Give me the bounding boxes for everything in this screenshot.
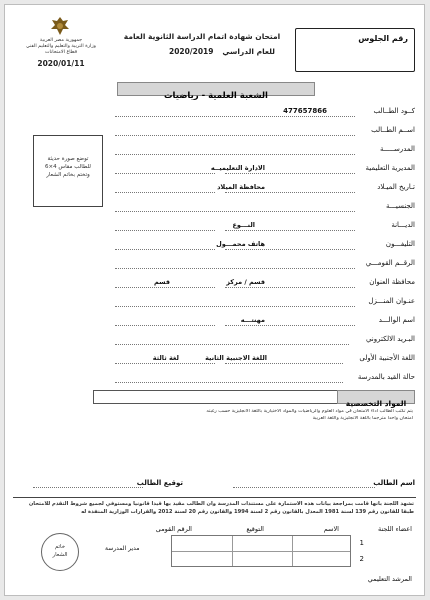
field-row[interactable] bbox=[115, 124, 415, 136]
field-row[interactable] bbox=[115, 257, 415, 269]
field-label: الديـــانة bbox=[391, 221, 415, 229]
ministry-line3: قطاع الامتحانات bbox=[44, 50, 78, 55]
field-row[interactable] bbox=[115, 276, 415, 288]
educational-admin-label: الادارة التعليميــه bbox=[210, 164, 265, 172]
photo-instruction-2: للطالب مقاس 4×6 bbox=[45, 164, 91, 170]
student-signature-label: توقيع الطالب bbox=[136, 479, 183, 487]
photo-box[interactable] bbox=[33, 135, 103, 207]
note-line2: امتحان واحدا مترجما باللغة الانجليزية واللغة العربية bbox=[312, 416, 413, 421]
committee-row1-number: 1 bbox=[359, 539, 364, 547]
specialized-subjects-box[interactable] bbox=[93, 390, 415, 408]
header-date: 2020/01/11 bbox=[37, 59, 85, 68]
student-name-line[interactable] bbox=[233, 479, 415, 491]
committee-signature-col: التوقيع bbox=[246, 525, 264, 533]
declaration-line2: طبقا للقانون رقم 139 لسنة 1981 المعدل بالقانون رقم 2 لسنة 1994 والقانون رقم 20 لسنة 2012 والقرارات الوزارية المنفذة له bbox=[81, 509, 414, 515]
school-principal-label: مدير المدرسة bbox=[105, 545, 140, 552]
third-language-label: لغة ثالثة bbox=[152, 354, 179, 362]
note-line1: يتم تكتب الطالب أداء الامتحان في مواد العلوم والرياضيات والمواد الاختيارية باللغة الانجليزية حسب رغبته bbox=[206, 409, 413, 414]
ministry-logo bbox=[49, 15, 71, 37]
field-row[interactable] bbox=[115, 314, 415, 326]
field-label: محافظة العنوان bbox=[369, 278, 415, 286]
mobile-label: هاتف محمـــول bbox=[216, 240, 265, 248]
field-label: كــود الطــالب bbox=[373, 107, 415, 115]
exam-title: امتحان شهادة اتمام الدراسة الثانوية العامة bbox=[123, 32, 281, 41]
year-label: للعام الدراسي bbox=[222, 47, 275, 56]
field-row[interactable] bbox=[115, 371, 415, 383]
field-row[interactable] bbox=[115, 200, 415, 212]
field-label: الرقــم القومـــي bbox=[365, 259, 415, 267]
photo-instruction-1: توضع صورة حديثة bbox=[47, 156, 89, 162]
field-row[interactable] bbox=[115, 219, 415, 231]
exam-application-form bbox=[4, 4, 425, 596]
year-line bbox=[155, 47, 275, 57]
committee-name-col: الاسم bbox=[323, 525, 339, 533]
field-row[interactable] bbox=[115, 105, 415, 117]
field-row[interactable] bbox=[115, 238, 415, 250]
committee-members-label: اعضاء اللجنة bbox=[377, 525, 412, 533]
field-label: المدرســـــة bbox=[379, 145, 415, 153]
year-value: 2020/2019 bbox=[169, 47, 214, 56]
school-stamp-circle bbox=[41, 533, 79, 571]
field-label: اللغة الأجنبية الأولى bbox=[359, 354, 415, 362]
photo-instruction-3: وتختم بخاتم الشعار bbox=[46, 172, 90, 178]
field-row[interactable] bbox=[115, 181, 415, 193]
profession-label: مهنتـــه bbox=[240, 316, 265, 324]
field-label: المديرية التعليمية bbox=[365, 164, 415, 172]
seat-number-label: رقم الجلوس bbox=[358, 34, 408, 43]
stamp-line1: خاتم bbox=[54, 544, 66, 550]
section-title: الشعبة العلمية - رياضيات bbox=[117, 82, 315, 96]
student-code-value: 477657866 bbox=[283, 107, 327, 115]
student-name-label: اسم الطالب bbox=[373, 479, 415, 487]
field-label: حالة القيد بالمدرسة bbox=[357, 373, 415, 381]
district-label: قسم bbox=[154, 278, 170, 286]
ministry-line1: جمهورية مصر العربية bbox=[39, 38, 83, 43]
declaration-line1: تشهد اللجنة بأنها قامت بمراجعة بيانات هذه الاستمارة على مستندات المدرسة وان الطالب مقيد بها قيدا قانونيا ومستوفي لجميع شروط التقدم للامتحان bbox=[28, 501, 414, 507]
field-label: التليفـــون bbox=[385, 240, 415, 248]
field-label: اســم الطــالب bbox=[371, 126, 415, 134]
stamp-line2: الشعار bbox=[52, 552, 68, 558]
birth-governorate-label: محافظة الميلاد bbox=[217, 183, 265, 191]
seat-number-box[interactable] bbox=[295, 28, 415, 72]
field-row[interactable] bbox=[115, 333, 415, 345]
field-row[interactable] bbox=[115, 162, 415, 174]
specialized-subjects-title: المواد التخصصية bbox=[337, 390, 415, 404]
committee-national-id-col: الرقم القومى bbox=[155, 525, 192, 533]
field-row[interactable] bbox=[115, 143, 415, 155]
field-label: اسم الوالـــد bbox=[378, 316, 415, 324]
field-row[interactable] bbox=[115, 352, 415, 364]
field-row[interactable] bbox=[115, 295, 415, 307]
field-label: عنـوان المنـــزل bbox=[368, 297, 415, 305]
committee-supervisor-label: المرشد التعليمي bbox=[367, 575, 412, 583]
committee-row2-number: 2 bbox=[359, 555, 364, 563]
committee-table[interactable] bbox=[171, 535, 351, 567]
field-label: الجنسيـــة bbox=[386, 202, 415, 210]
district-center-label: قسم / مركز bbox=[226, 278, 265, 286]
declaration-divider bbox=[13, 497, 416, 498]
student-signature-line[interactable] bbox=[33, 479, 183, 491]
ministry-line2: وزارة التربية والتعليم والتعليم الفني bbox=[25, 44, 96, 49]
second-language-label: اللغة الاجنبية الثانية bbox=[205, 354, 267, 362]
field-label: البـريد الالكتروني bbox=[365, 335, 415, 343]
gender-label: النـــوع bbox=[232, 221, 255, 229]
field-label: تـاريخ الميـلاد bbox=[377, 183, 415, 191]
